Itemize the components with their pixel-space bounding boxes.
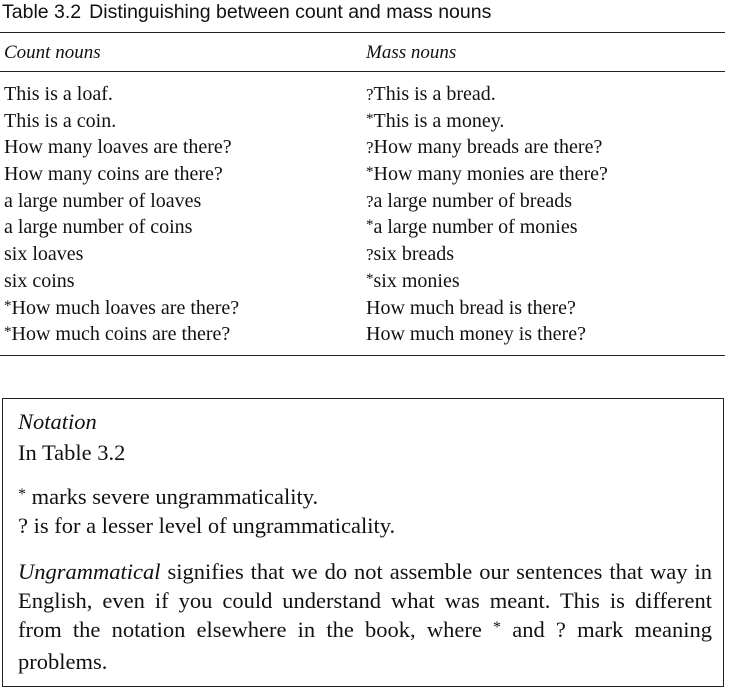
column-header-mass-nouns: Mass nouns: [366, 42, 457, 63]
table-header-rule: [0, 71, 725, 72]
notation-line-lesser: ? is for a lesser level of ungrammaticality.: [18, 513, 396, 538]
notation-term: Ungrammatical: [18, 559, 161, 584]
count-noun-cell: This is a coin.: [4, 109, 117, 132]
count-noun-cell: six coins: [4, 269, 75, 292]
table-row: [0, 295, 725, 322]
mass-noun-cell: How much money is there?: [366, 323, 586, 346]
notation-subtitle: In Table 3.2: [18, 440, 126, 465]
table-row: [0, 81, 725, 108]
count-noun-cell: six loaves: [4, 243, 84, 266]
mass-noun-cell: How much bread is there?: [366, 296, 576, 319]
count-noun-cell: a large number of loaves: [4, 189, 202, 212]
table-row: [0, 108, 725, 135]
mass-noun-cell: ?How many breads are there?: [366, 136, 603, 159]
table-row: [0, 241, 725, 268]
table-caption-label: Table 3.2: [2, 1, 82, 23]
count-noun-cell: *How much coins are there?: [4, 323, 231, 346]
notation-paragraph: Ungrammatical signifies that we do not assemble our sentences that way in English, even if you could understand what was meant. This is different from the notation elsewhere in the book, where * and ? mark meaning problems.: [18, 559, 712, 674]
table-row: [0, 214, 725, 241]
table-row: [0, 161, 725, 188]
table-row: [0, 268, 725, 295]
mass-noun-cell: ?This is a bread.: [366, 83, 496, 105]
column-header-count-nouns: Count nouns: [4, 42, 101, 63]
mass-noun-cell: ?a large number of breads: [366, 189, 572, 212]
notation-title: Notation: [18, 409, 97, 434]
count-noun-cell: How many coins are there?: [4, 163, 223, 186]
table-bottom-rule: [0, 355, 725, 356]
mass-noun-cell: ?six breads: [366, 243, 455, 266]
notation-line-severe: * marks severe ungrammaticality.: [18, 484, 319, 509]
notation-box: [2, 398, 724, 687]
mass-noun-cell: *How many monies are there?: [366, 163, 608, 186]
mass-noun-cell: *six monies: [366, 269, 460, 292]
count-noun-cell: *How much loaves are there?: [4, 296, 240, 319]
table-caption: [2, 0, 491, 24]
mass-noun-cell: *This is a money.: [366, 109, 505, 132]
count-noun-cell: This is a loaf.: [4, 83, 113, 105]
count-noun-cell: a large number of coins: [4, 216, 193, 239]
mass-noun-cell: *a large number of monies: [366, 216, 578, 239]
table-top-rule: [0, 32, 725, 33]
table-row: [0, 321, 725, 348]
table-body: [0, 81, 725, 348]
table-row: [0, 188, 725, 215]
count-noun-cell: How many loaves are there?: [4, 136, 232, 159]
table-row: [0, 134, 725, 161]
table-caption-title: Distinguishing between count and mass nouns: [89, 1, 492, 23]
